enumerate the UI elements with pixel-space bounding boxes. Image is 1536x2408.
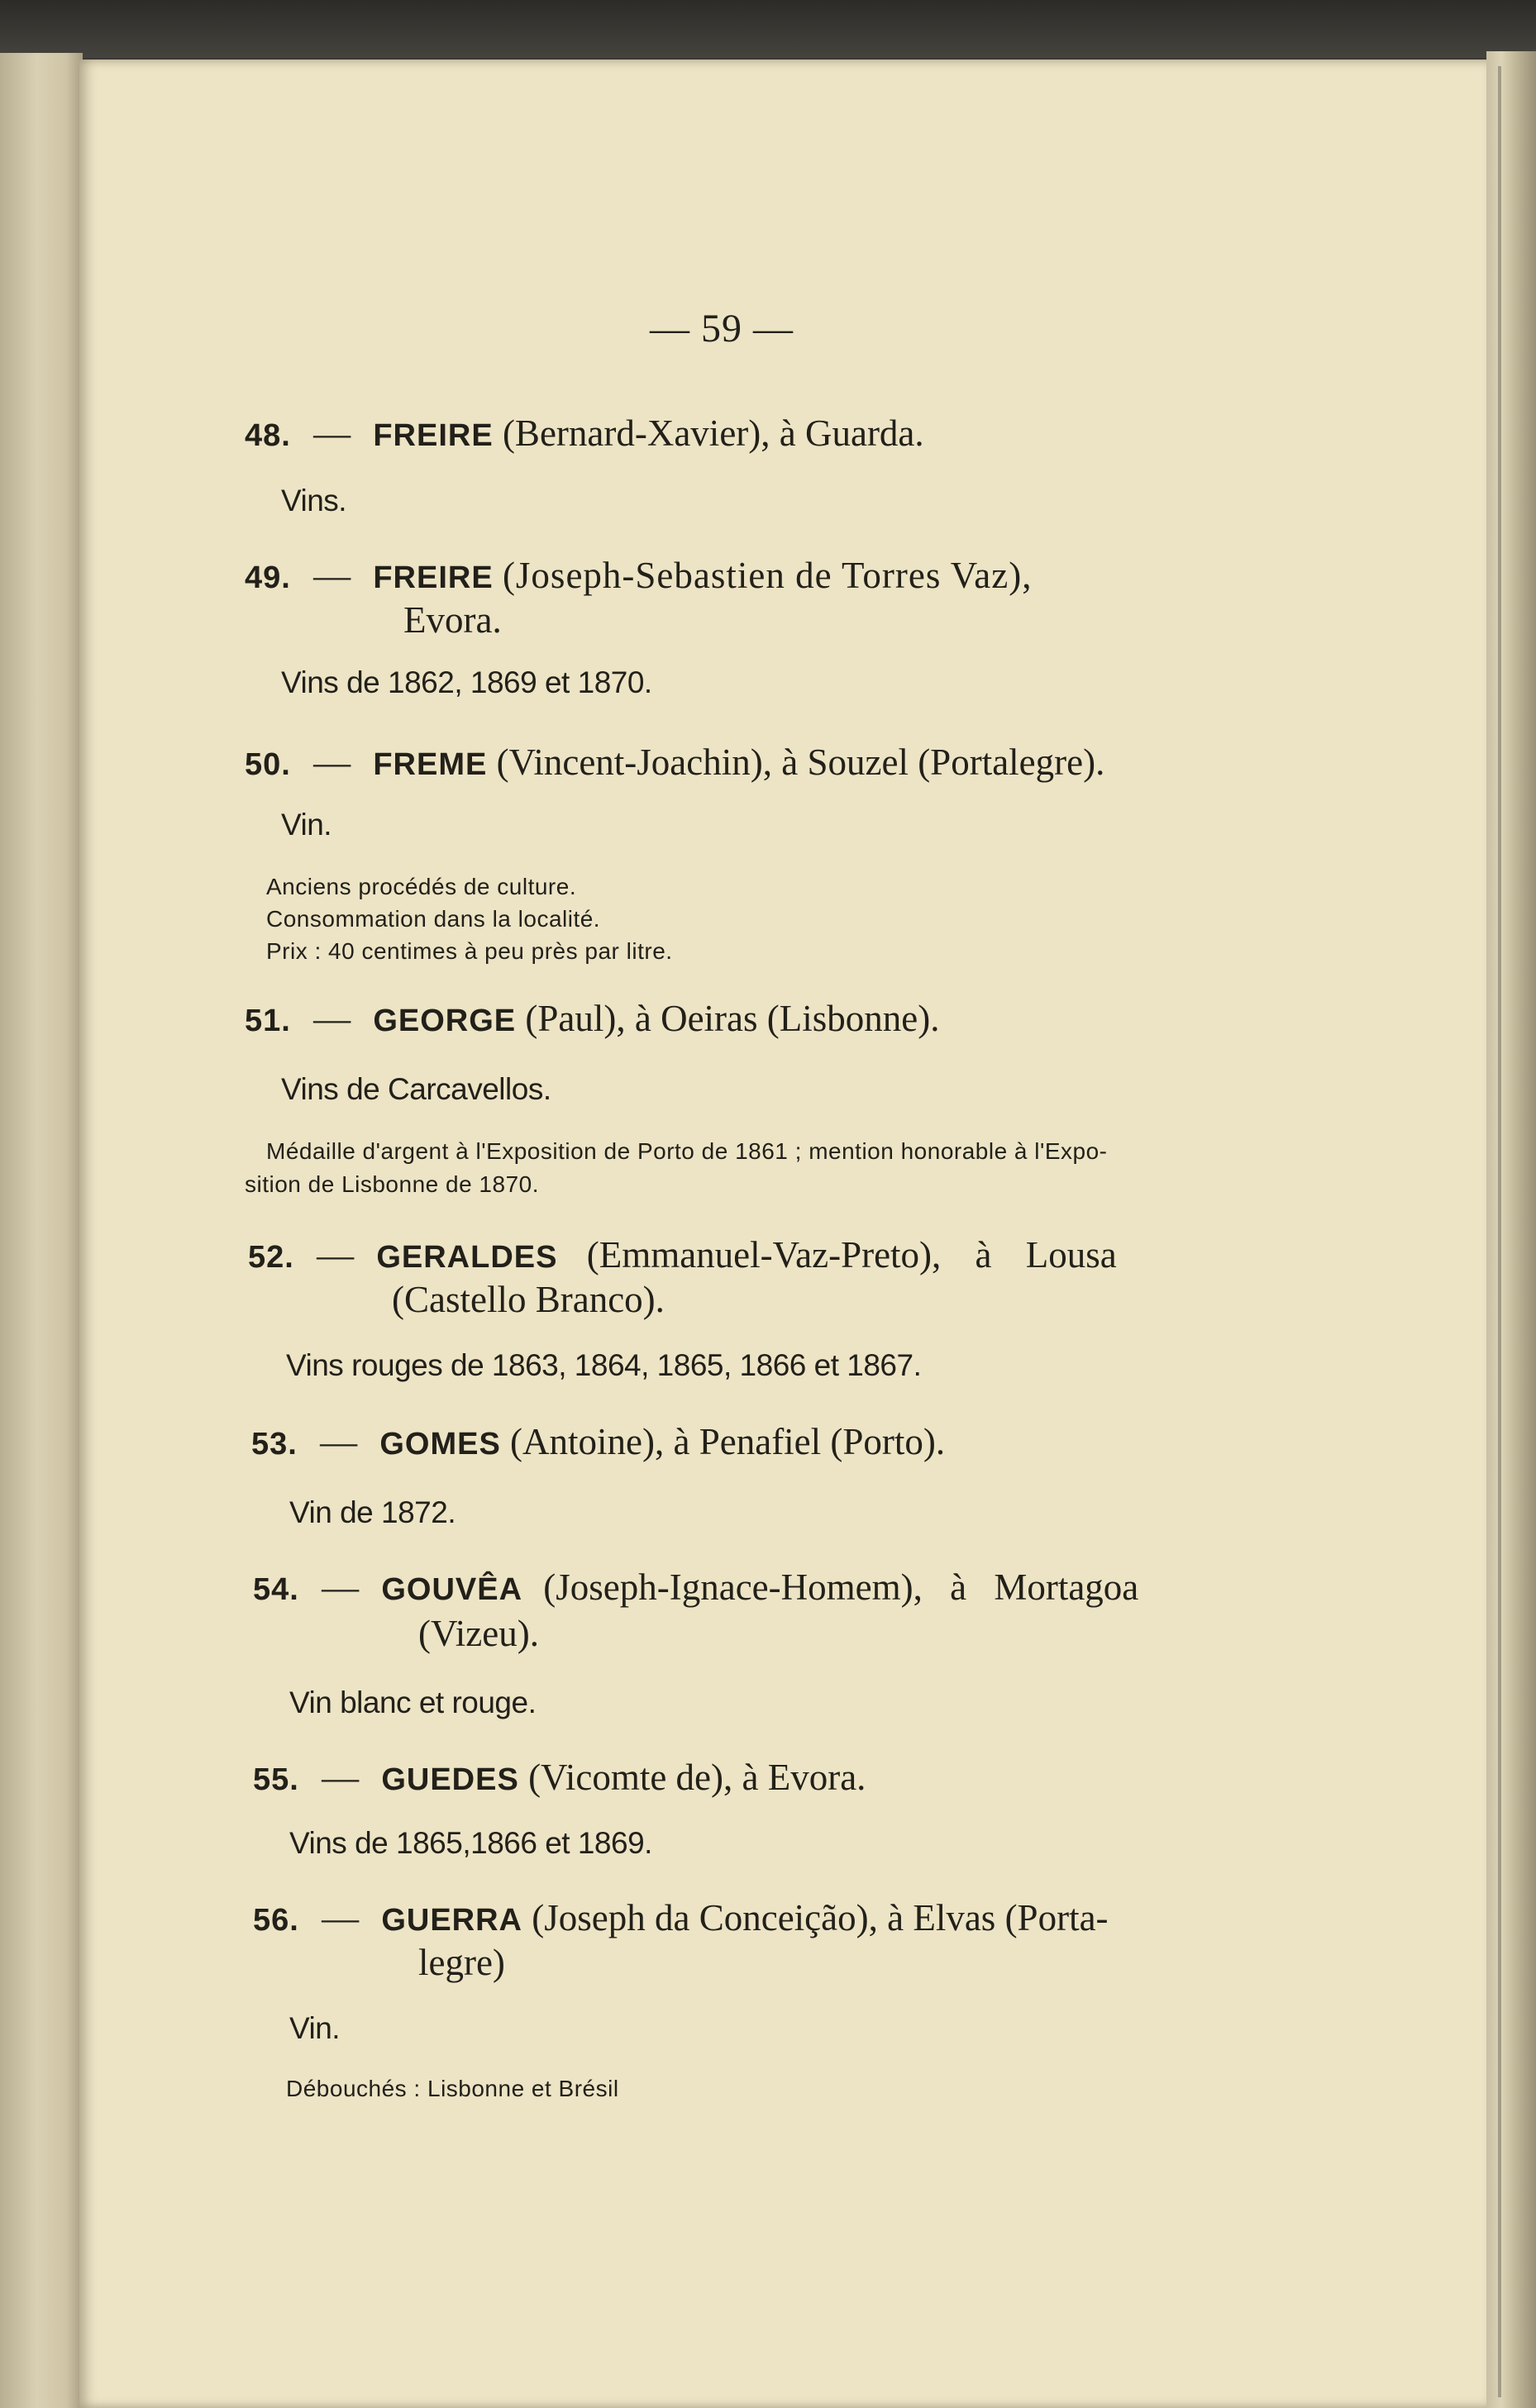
entry-number: 48. (245, 418, 291, 453)
entry-number: 55. (253, 1762, 299, 1797)
entry-50-note: Anciens procédés de culture. (266, 874, 577, 899)
entry-53-heading (251, 1415, 945, 1471)
entry-dash: — (322, 1757, 360, 1798)
entry-name: GUEDES (381, 1762, 519, 1797)
entry-details: (Joseph-Sebastien de Torres Vaz), (502, 555, 1033, 596)
page-stack-edge (1486, 51, 1536, 2408)
entry-50-note: Prix : 40 centimes à peu près par litre. (266, 938, 673, 964)
entry-dash: — (313, 998, 351, 1039)
entry-54-product: Vin blanc et rouge. (289, 1686, 537, 1719)
entry-53-product: Vin de 1872. (289, 1495, 456, 1529)
entry-number: 56. (253, 1903, 299, 1938)
entry-52-product: Vins rouges de 1863, 1864, 1865, 1866 et 1867. (286, 1348, 922, 1382)
entry-49-heading (245, 549, 1032, 604)
entry-50-product: Vin. (281, 808, 332, 842)
entry-dash: — (320, 1421, 358, 1462)
entry-name: FREME (373, 747, 488, 782)
entry-51-note: sition de Lisbonne de 1870. (245, 1171, 539, 1197)
entry-number: 54. (253, 1572, 299, 1607)
entry-48-heading (245, 407, 924, 462)
entry-name: FREIRE (373, 560, 494, 595)
entry-54-continuation: (Vizeu). (418, 1613, 539, 1654)
entry-dash: — (313, 555, 351, 596)
entry-name: GEORGE (373, 1004, 517, 1038)
entry-details: (Antoine), à Penafiel (Porto). (510, 1421, 946, 1462)
entry-52-heading (248, 1228, 1117, 1284)
entry-number: 49. (245, 560, 291, 595)
entry-dash: — (322, 1566, 360, 1608)
entry-51-product: Vins de Carcavellos. (281, 1072, 551, 1106)
entry-50-note: Consommation dans la localité. (266, 906, 601, 932)
entry-name: GOMES (379, 1427, 501, 1461)
entry-details: (Paul), à Oeiras (Lisbonne). (525, 998, 940, 1039)
entry-name: GERALDES (376, 1240, 558, 1275)
entry-details: (Vicomte de), à Evora. (528, 1757, 866, 1798)
entry-51-heading (245, 992, 939, 1047)
entry-55-heading (253, 1751, 866, 1806)
page-edge-shadow (1498, 66, 1501, 2397)
entry-number: 53. (251, 1427, 298, 1461)
entry-number: 51. (245, 1004, 291, 1038)
entry-dash: — (313, 741, 351, 783)
entry-details: (Emmanuel-Vaz-Preto), à Lousa (586, 1234, 1117, 1276)
entry-56-continuation: legre) (418, 1942, 505, 1983)
entry-56-product: Vin. (289, 2011, 341, 2045)
entry-details: (Bernard-Xavier), à Guarda. (502, 412, 924, 454)
page-number: — 59 — (650, 307, 794, 350)
entry-48-product: Vins. (281, 484, 347, 517)
entry-49-continuation: Evora. (403, 599, 502, 641)
entry-56-heading (253, 1891, 1109, 1947)
entry-details: (Joseph-Ignace-Homem), à Mortagoa (543, 1566, 1139, 1608)
entry-name: GOUVÊA (381, 1572, 523, 1607)
entry-name: FREIRE (373, 418, 494, 453)
entry-49-product: Vins de 1862, 1869 et 1870. (281, 665, 652, 699)
entry-details: (Vincent-Joachin), à Souzel (Portalegre). (496, 741, 1105, 783)
entry-details: (Joseph da Conceição), à Elvas (Porta- (532, 1897, 1109, 1938)
entry-55-product: Vins de 1865,1866 et 1869. (289, 1826, 652, 1860)
entry-54-heading (253, 1561, 1138, 1616)
scanner-background (0, 0, 1536, 58)
facing-page-edge (0, 53, 83, 2408)
entry-dash: — (322, 1897, 360, 1938)
entry-number: 52. (248, 1240, 294, 1275)
entry-51-note: Médaille d'argent à l'Exposition de Porto de 1861 ; mention honorable à l'Expo- (266, 1138, 1108, 1164)
entry-56-note: Débouchés : Lisbonne et Brésil (286, 2076, 619, 2101)
entry-dash: — (317, 1234, 355, 1276)
entry-number: 50. (245, 747, 291, 782)
entry-50-heading (245, 736, 1104, 791)
entry-dash: — (313, 412, 351, 454)
entry-name: GUERRA (381, 1903, 523, 1938)
entry-52-continuation: (Castello Branco). (392, 1279, 665, 1320)
